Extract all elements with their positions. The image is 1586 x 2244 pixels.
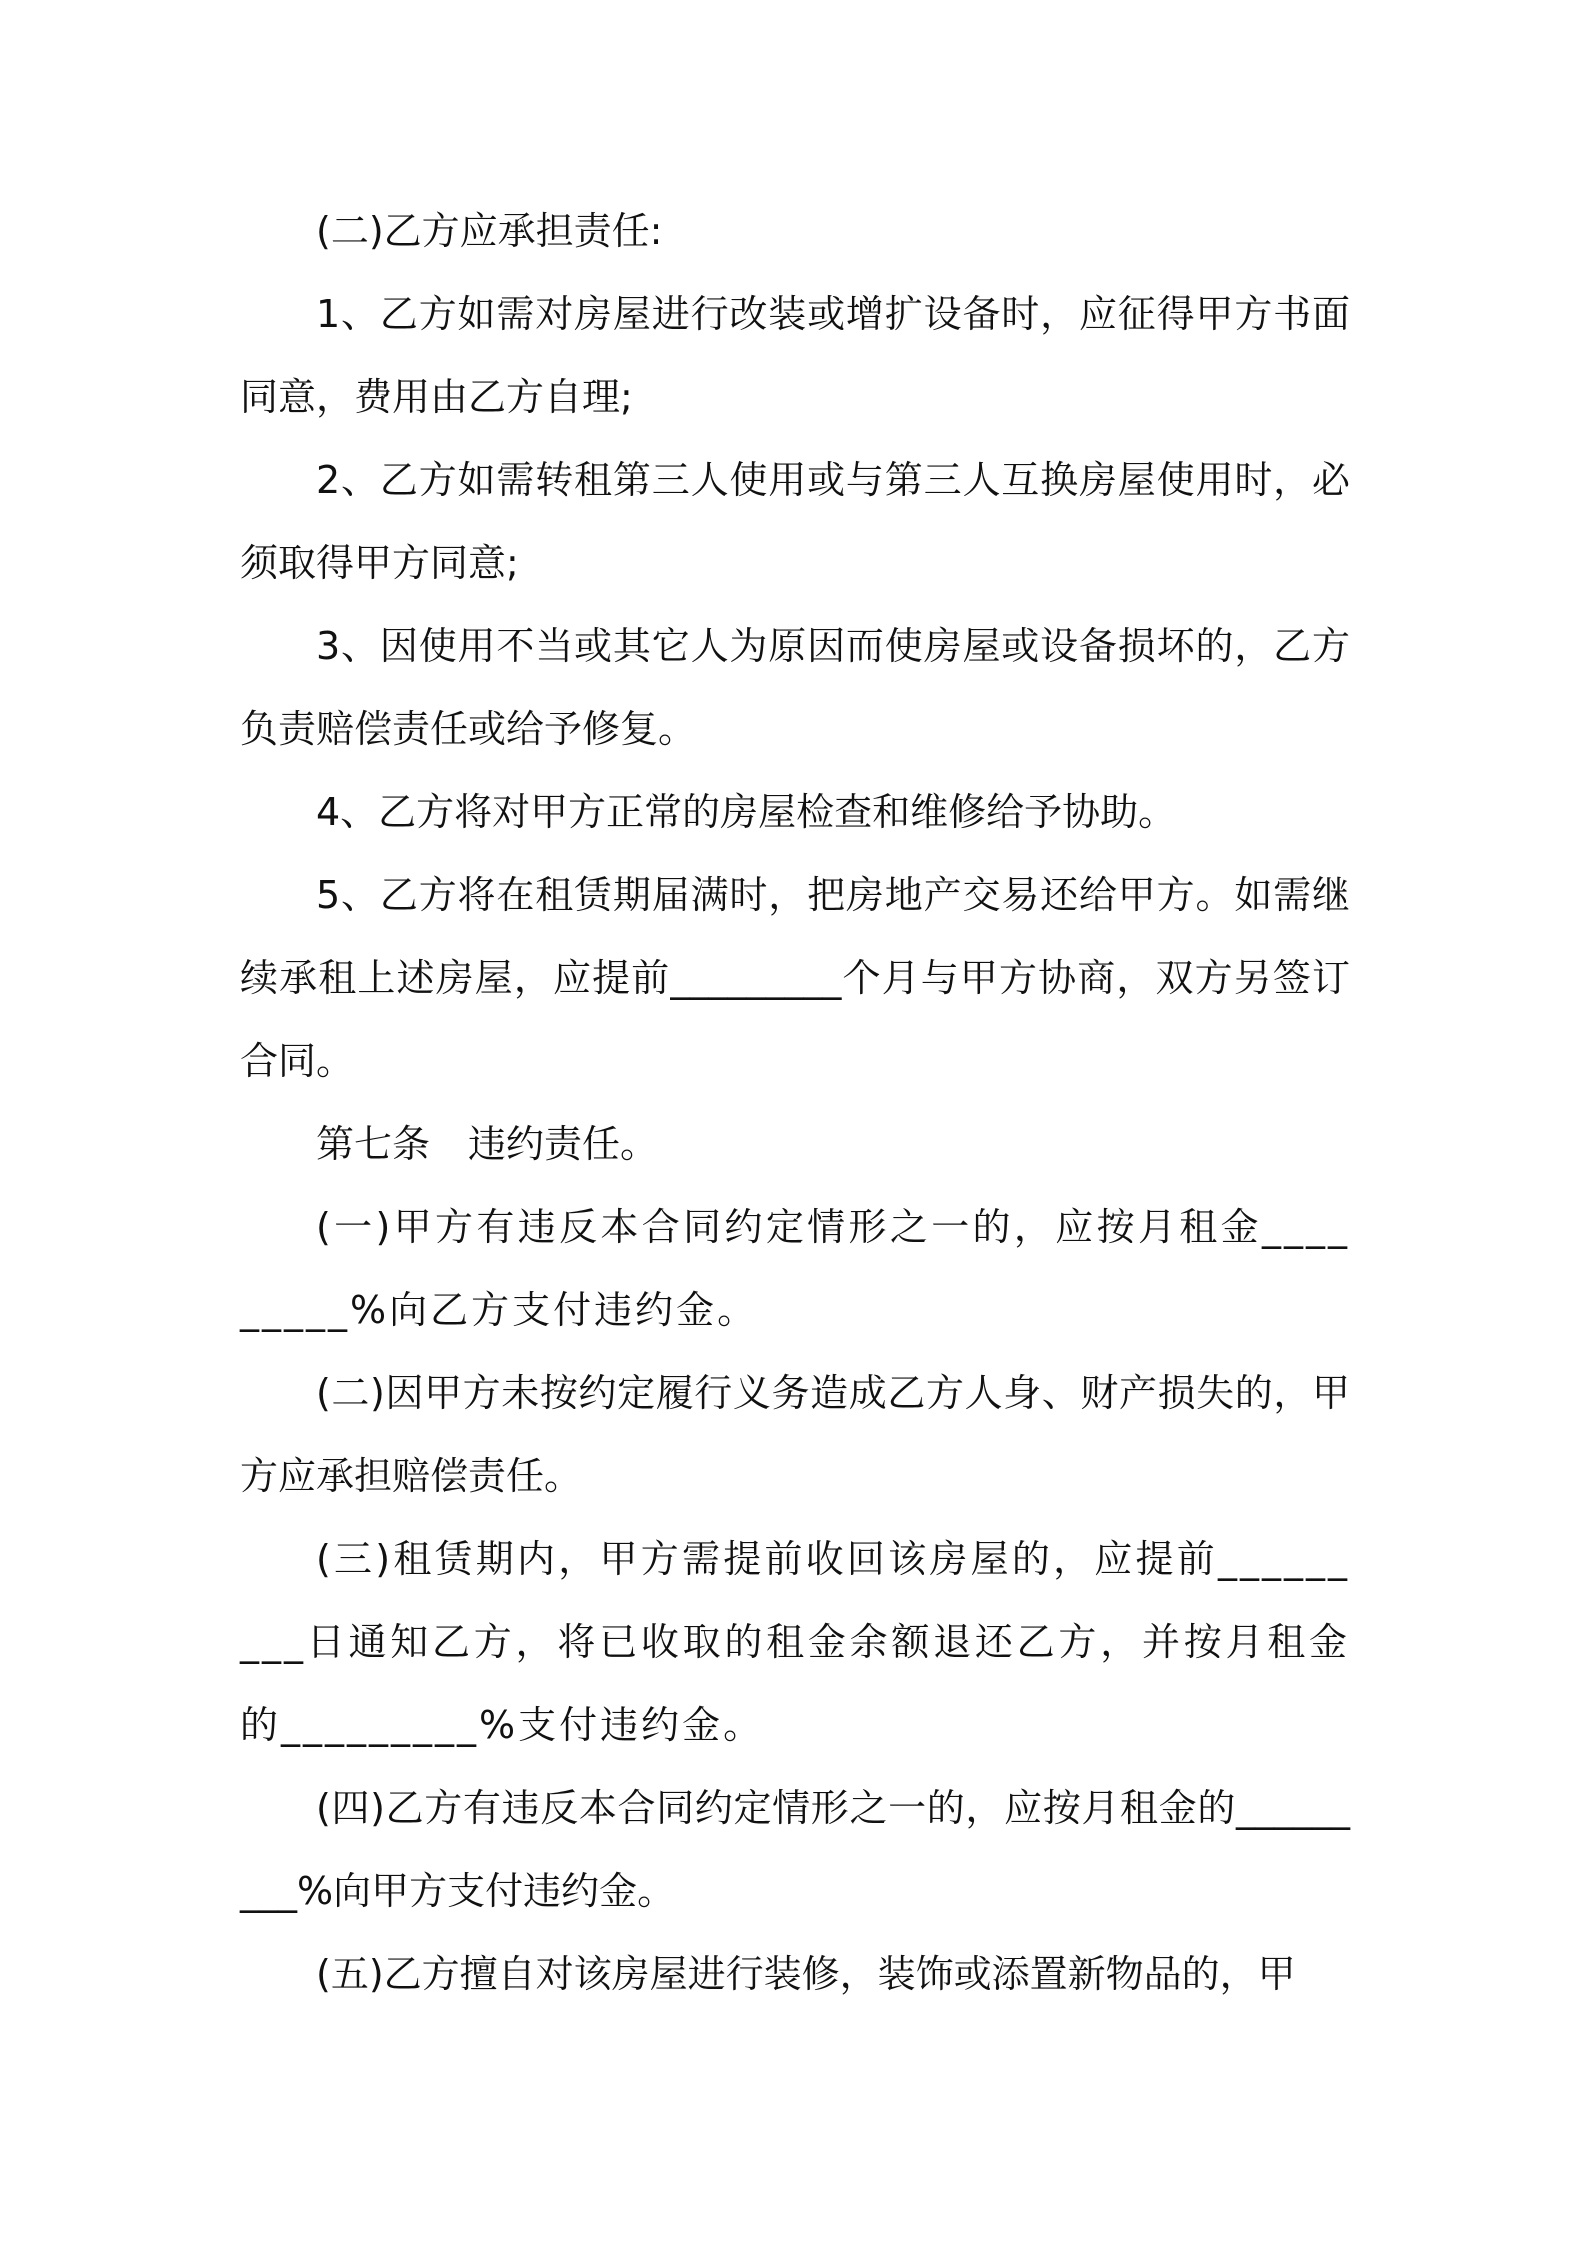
paragraph-liability-2: (二)因甲方未按约定履行义务造成乙方人身、财产损失的，甲方应承担赔偿责任。 xyxy=(240,1371,1350,1498)
paragraph-item-5: 5、乙方将在租赁期届满时，把房地产交易还给甲方。如需继续承租上述房屋，应提前_________个月与甲方协商，双方另签订合同。 xyxy=(240,873,1350,1083)
paragraph-liability-3: (三)租赁期内，甲方需提前收回该房屋的，应提前_________日通知乙方，将已收取的租金余额退还乙方，并按月租金的_________%支付违约金。 xyxy=(240,1537,1350,1747)
paragraph-liability-4: (四)乙方有违反本合同约定情形之一的，应按月租金的_________%向甲方支付违约金。 xyxy=(240,1786,1350,1913)
paragraph-liability-1: (一)甲方有违反本合同约定情形之一的，应按月租金_________%向乙方支付违约金。 xyxy=(240,1205,1350,1332)
paragraph-item-3: 3、因使用不当或其它人为原因而使房屋或设备损坏的，乙方负责赔偿责任或给予修复。 xyxy=(240,624,1350,751)
document-body xyxy=(240,190,1350,2016)
paragraph-item-4: 4、乙方将对甲方正常的房屋检查和维修给予协助。 xyxy=(316,790,1177,834)
paragraph-section-2-heading: (二)乙方应承担责任: xyxy=(316,209,663,253)
paragraph-item-1: 1、乙方如需对房屋进行改装或增扩设备时，应征得甲方书面同意，费用由乙方自理; xyxy=(240,292,1350,419)
paragraph-liability-5: (五)乙方擅自对该房屋进行装修，装饰或添置新物品的，甲 xyxy=(316,1952,1296,1996)
paragraph-item-2: 2、乙方如需转租第三人使用或与第三人互换房屋使用时，必须取得甲方同意; xyxy=(240,458,1350,585)
article-7-heading: 第七条 违约责任。 xyxy=(316,1122,659,1166)
